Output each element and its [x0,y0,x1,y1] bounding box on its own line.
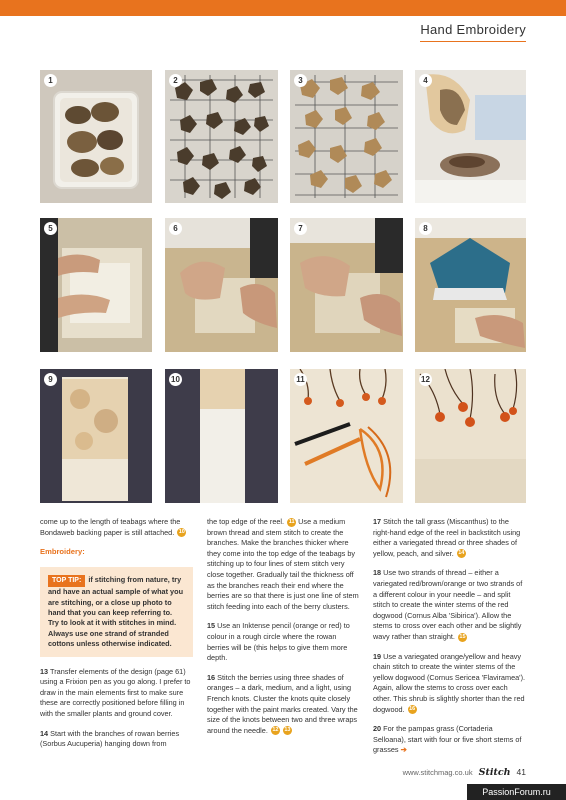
magazine-brand-logo: Stitch [478,767,511,778]
continue-arrow-icon: ➔ [400,745,407,755]
photo-number-badge: 10 [169,373,182,386]
step-20: 20 For the pampas grass (Cortaderia Selloana), start with four or five short stems of grasses ➔ [373,724,522,755]
photo-reference-badge: 14 [458,550,465,557]
photo-11 [290,369,403,503]
photo-6 [165,218,278,352]
photo-9 [40,369,152,503]
photo-number-badge: 12 [419,373,432,386]
photo-2 [165,70,278,203]
text-column-1 [40,517,193,759]
step-14: 14 Start with the branches of rowan berries (Sorbus Aucuperia) hanging down from [40,728,180,749]
step-16: 16 Stitch the berries using three shades of oranges – a dark, medium, and a light, using French knots. Cluster the knots quite closely together with the paint marks created. Vary the size of the knots between two and three wraps around the needle. 12 13 [207,672,358,735]
photo-reference-badge: 11 [288,518,295,525]
photo-reference-badge: 13 [284,727,291,734]
photo-reference-badge: 16 [409,706,416,713]
footer-url[interactable]: www.stitchmag.co.uk [402,768,473,777]
site-watermark: PassionForum.ru [467,784,566,800]
photo-reference-badge: 10 [178,529,185,536]
section-heading: Embroidery: [40,547,85,557]
photo-number-badge: 5 [44,222,57,235]
page-section-title: Hand Embroidery [420,22,526,37]
photo-1 [40,70,152,203]
page-footer [403,767,526,778]
photo-7 [290,218,403,352]
intro-paragraph: come up to the length of teabags where the Bondaweb backing paper is still attached. 10 [40,517,185,537]
header-rule [420,41,526,42]
photo-12 [415,369,526,503]
step-18: 18 Use two strands of thread – either a variegated red/brown/orange or two strands of a different colour in your needle – and split stitch to create the winter stems of the red dogwood (Cornus Alba 'Sibirica'). Allow the stems to cross over each other and be slightly wavy rather than straight. 15 [373,568,523,641]
top-tip-text: if stitching from nature, try and have an actual sample of what you are stitching, or a close up photo to hand that you can keep referring to. Try to look at it with stitches in mind. Always use one strand of stranded cottons unless otherwise indicated. [48,574,184,649]
step-13: 13 Transfer elements of the design (page 61) using a Frixion pen as you go along. I prefer to draw in the main elements first to make sure these are correctly positioned before filling in with the smaller plants and ground cover. [40,666,191,718]
photo-number-badge: 1 [44,74,57,87]
photo-number-badge: 6 [169,222,182,235]
photo-number-badge: 4 [419,74,432,87]
photo-4 [415,70,526,203]
text-column-2 [207,517,360,745]
step-17: 17 Stitch the tall grass (Miscanthus) to the right-hand edge of the reel in backstitch using either a variegated thread or three shades of yellow, peach, and silver. 14 [373,517,521,558]
top-tip-label: TOP TIP: [48,575,85,587]
page-number: 41 [516,767,526,777]
step-15: 15 Use an Inktense pencil (orange or red) to colour in a rough circle where the rowan berries will be (this helps to give them more depth. [207,621,350,663]
photo-10 [165,369,278,503]
step-14-continued: the top edge of the reel. 11 Use a medium brown thread and stem stitch to create the branches. Make the branches thicker where they come into the top edge of the teabags by stitching up to four lines of stem stitch very close together. Gradually tail the thickness off as the branches reach their end where the berries are so that there is just one line of stem stitch feeding into each of the berry clusters. [207,517,359,611]
photo-number-badge: 8 [419,222,432,235]
step-19: 19 Use a variegated orange/yellow and heavy chain stitch to create the winter stems of the yellow dogwood (Cornus Sericea 'Flaviramea'). Again, allow the stems to cross over each other. This shrub is slightly shorter than the red dogwood. 16 [373,651,526,714]
photo-reference-badge: 15 [459,633,466,640]
photo-number-badge: 3 [294,74,307,87]
photo-number-badge: 9 [44,373,57,386]
photo-number-badge: 2 [169,74,182,87]
text-column-3 [373,517,526,765]
photo-5 [40,218,152,352]
header-accent-bar [0,0,566,16]
top-tip-box [40,567,193,657]
photo-8 [415,218,526,352]
photo-3 [290,70,403,203]
photo-number-badge: 11 [294,373,307,386]
photo-reference-badge: 12 [272,727,279,734]
photo-number-badge: 7 [294,222,307,235]
